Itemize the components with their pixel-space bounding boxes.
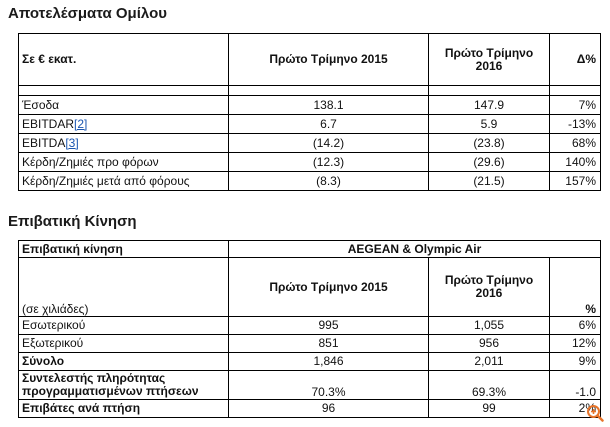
value-2015: 138.1	[229, 96, 429, 115]
table-row	[19, 172, 601, 191]
table-row	[19, 371, 601, 400]
value-2016: 69.3%	[429, 371, 550, 400]
value-2016: 956	[429, 335, 550, 353]
header-unit: Σε € εκατ.	[19, 34, 229, 86]
row-label-text: EBITDAR	[22, 116, 75, 131]
value-pct: 9%	[550, 353, 601, 371]
table-row	[19, 134, 601, 153]
value-2016: (23.8)	[429, 134, 550, 153]
table-header-row	[19, 34, 601, 86]
header-group: AEGEAN & Olympic Air	[229, 241, 601, 258]
table-row	[19, 115, 601, 134]
value-2015: (12.3)	[229, 153, 429, 172]
value-pct: 6%	[550, 317, 601, 335]
table-subheader-row	[19, 258, 601, 317]
value-2016: 147.9	[429, 96, 550, 115]
table-row	[19, 400, 601, 418]
header-q1-2016: Πρώτο Τρίμηνο 2016	[429, 258, 550, 317]
footnote-link-3[interactable]: [3]	[65, 135, 79, 150]
value-2016: 1,055	[429, 317, 550, 335]
value-2015: 995	[229, 317, 429, 335]
row-label	[19, 115, 229, 134]
table-row	[19, 317, 601, 335]
row-label: Συντελεστής πληρότητας προγραμματισμένων πτήσεων	[19, 371, 229, 400]
header-pct: %	[550, 258, 601, 317]
value-2016: 2,011	[429, 353, 550, 371]
value-2016: 5.9	[429, 115, 550, 134]
footnote-link-2[interactable]: [2]	[74, 116, 88, 131]
value-2015: (8.3)	[229, 172, 429, 191]
value-2015: 96	[229, 400, 429, 418]
value-2015: 1,846	[229, 353, 429, 371]
table-row	[19, 335, 601, 353]
table-row	[19, 96, 601, 115]
value-2015: (14.2)	[229, 134, 429, 153]
row-label: Εσωτερικού	[19, 317, 229, 335]
value-2015: 70.3%	[229, 371, 429, 400]
value-change: 68%	[550, 134, 601, 153]
value-pct: 2%	[550, 400, 601, 418]
value-change: -13%	[550, 115, 601, 134]
group-results-table	[18, 33, 601, 191]
row-label	[19, 134, 229, 153]
passenger-traffic-table	[18, 240, 601, 418]
unit-label: (σε χιλιάδες)	[19, 258, 229, 317]
header-label: Επιβατική κίνηση	[19, 241, 229, 258]
group-results-title: Αποτελέσματα Ομίλου	[8, 5, 167, 22]
zoom-in-icon[interactable]	[586, 404, 604, 422]
row-label: Επιβάτες ανά πτήση	[19, 400, 229, 418]
header-q1-2016: Πρώτο Τρίμηνο 2016	[429, 34, 550, 86]
value-2016: (29.6)	[429, 153, 550, 172]
row-label: Κέρδη/Ζημιές προ φόρων	[19, 153, 229, 172]
header-change: Δ%	[550, 34, 601, 86]
header-q1-2015: Πρώτο Τρίμηνο 2015	[229, 34, 429, 86]
value-2016: (21.5)	[429, 172, 550, 191]
value-change: 157%	[550, 172, 601, 191]
value-pct: 12%	[550, 335, 601, 353]
value-2015: 6.7	[229, 115, 429, 134]
passenger-traffic-title: Επιβατική Κίνηση	[8, 213, 137, 230]
value-pct: -1.0	[550, 371, 601, 400]
table-header-row	[19, 241, 601, 258]
row-label-text: EBITDA	[22, 135, 66, 150]
row-label: Εξωτερικού	[19, 335, 229, 353]
value-2015: 851	[229, 335, 429, 353]
value-change: 140%	[550, 153, 601, 172]
header-q1-2015: Πρώτο Τρίμηνο 2015	[229, 258, 429, 317]
value-change: 7%	[550, 96, 601, 115]
row-label: Σύνολο	[19, 353, 229, 371]
table-row	[19, 353, 601, 371]
row-label: Κέρδη/Ζημιές μετά από φόρους	[19, 172, 229, 191]
value-2016: 99	[429, 400, 550, 418]
table-row	[19, 153, 601, 172]
row-label: Έσοδα	[19, 96, 229, 115]
